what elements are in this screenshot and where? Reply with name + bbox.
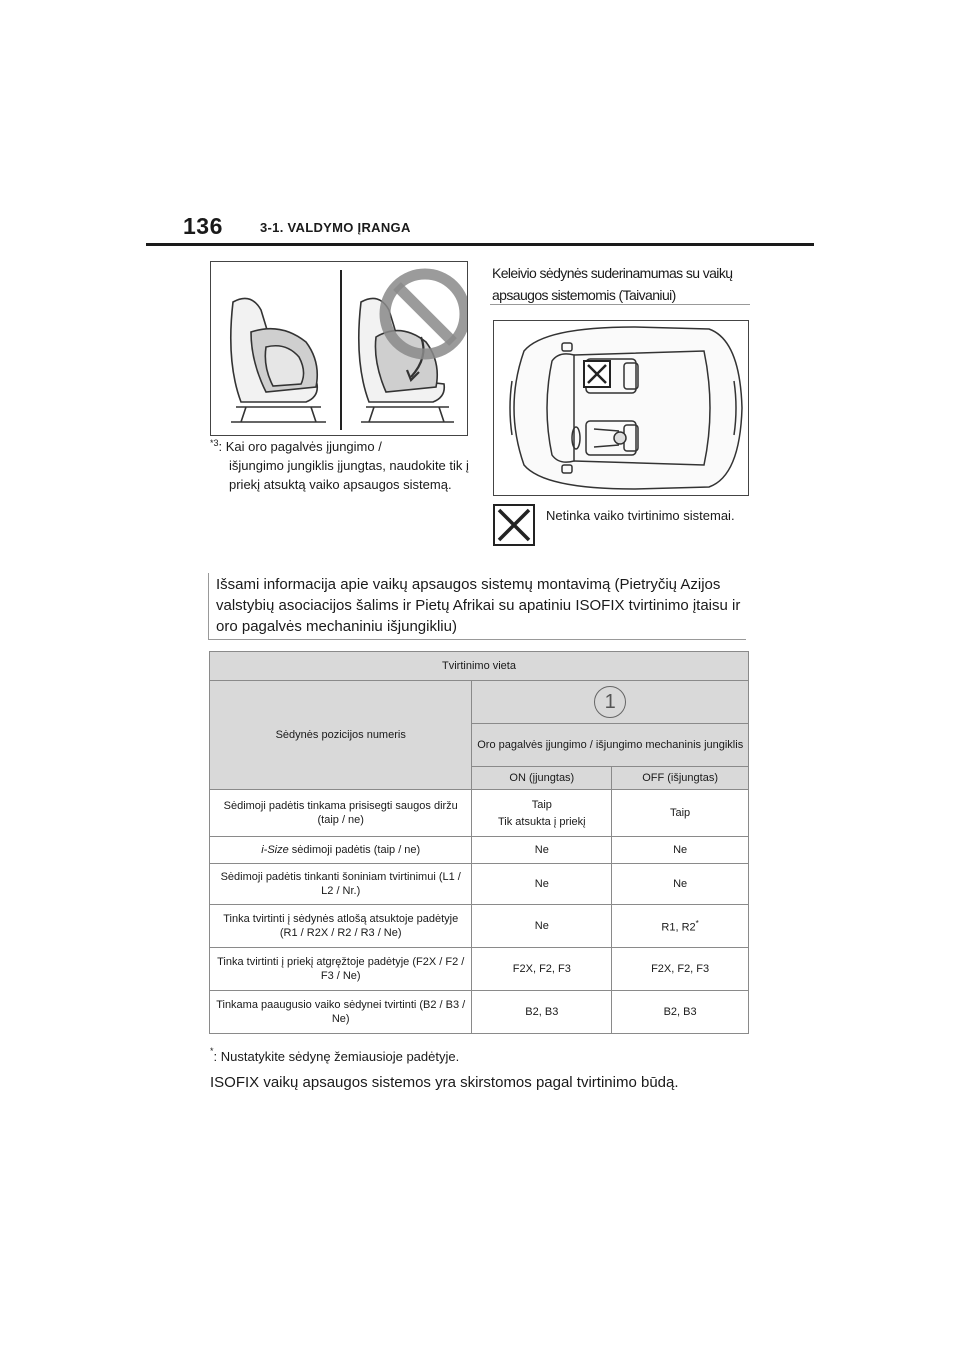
col-on: ON (įjungtas) [472,767,612,790]
footnote-rest: išjungimo jungiklis įjungtas, naudokite tik į priekį atsuktą vaiko apsaugos sistemą. [229,458,469,492]
row-label: Tinka tvirtinti į priekį atgręžtoje padėtyje (F2X / F2 / F3 / Ne) [210,948,472,991]
row-off [612,905,749,948]
compatibility-heading: Keleivio sėdynės suderinamumas su vaikų apsaugos sistemomis (Taivaniui) [492,265,733,303]
table-row [210,864,749,905]
row-off: Ne [612,837,749,864]
car-top-view-illustration [493,320,749,496]
not-suitable-icon [493,504,535,546]
table-row [210,837,749,864]
table-footnote-text: : Nustatykite sėdynę žemiausioje padėtyje. [213,1049,460,1064]
row-off: Ne [612,864,749,905]
table-footnote-mark: * [210,1046,214,1056]
row-on: Ne [472,837,612,864]
switch-label: Oro pagalvės įjungimo / išjungimo mechaninis jungiklis [472,724,749,767]
position-number: 1 [594,686,626,718]
details-heading: Išsami informacija apie vaikų apsaugos sistemų montavimą (Pietryčių Azijos valstybių asociacijos šalims ir Pietų Afrikai su apatiniu ISOFIX tvirtinimo įtaisu ir oro pagalvės mechaniniu išjungikliu) [216,576,741,635]
child-seat-drawing [211,262,467,435]
row-off: B2, B3 [612,991,749,1034]
table-row [210,905,749,948]
row-on: B2, B3 [472,991,612,1034]
car-top-view-drawing [494,321,748,495]
footnote-first-line: : Kai oro pagalvės įjungimo / [218,439,382,454]
table-row [210,790,749,837]
heading-rule [490,304,750,305]
row-label: Sėdimoji padėtis tinkama prisisegti saugos diržu (taip / ne) [210,790,472,837]
row-off: Taip [612,790,749,837]
row-label: Tinka tvirtinti į sėdynės atlošą atsuktoje padėtyje (R1 / R2X / R2 / R3 / Ne) [210,905,472,948]
position-number-cell [472,681,749,724]
row-off: F2X, F2, F3 [612,948,749,991]
col-off: OFF (išjungtas) [612,767,749,790]
row-label: Tinkama paaugusio vaiko sėdynei tvirtinti (B2 / B3 / Ne) [210,991,472,1034]
airbag-footnote [210,437,480,494]
table-row [210,991,749,1034]
row-on-value: Taip [531,798,552,811]
table-header-row [210,681,749,724]
row-off-value: R1, R2 [661,921,696,934]
row-on: Ne [472,864,612,905]
details-bottom-rule [208,639,746,640]
row-on: Ne [472,905,612,948]
row-label [210,837,472,864]
row-label-emphasis: i-Size [261,844,289,856]
footnote-mark: *3 [210,438,219,448]
table-row [210,948,749,991]
row-on: F2X, F2, F3 [472,948,612,991]
isofix-compatibility-table [209,651,749,1034]
table-title: Tvirtinimo vieta [210,652,749,681]
table-title-row [210,652,749,681]
row-label-text: sėdimoji padėtis (taip / ne) [288,844,421,856]
closing-paragraph: ISOFIX vaikų apsaugos sistemos yra skirstomos pagal tvirtinimo būdą. [210,1074,679,1091]
row-off-mark: * [695,919,699,929]
section-title: 3-1. VALDYMO ĮRANGA [260,220,411,235]
child-seat-illustration [210,261,468,436]
page-number: 136 [183,213,223,239]
row-on-note: Tik atsukta į priekį [498,815,586,828]
seat-position-label: Sėdynės pozicijos numeris [210,681,472,790]
row-on [472,790,612,837]
details-left-rule [208,573,209,639]
header-rule [146,243,814,246]
row-label: Sėdimoji padėtis tinkanti šoniniam tvirtinimui (L1 / L2 / Nr.) [210,864,472,905]
legend-text: Netinka vaiko tvirtinimo sistemai. [546,508,735,523]
table-footnote [210,1046,460,1064]
